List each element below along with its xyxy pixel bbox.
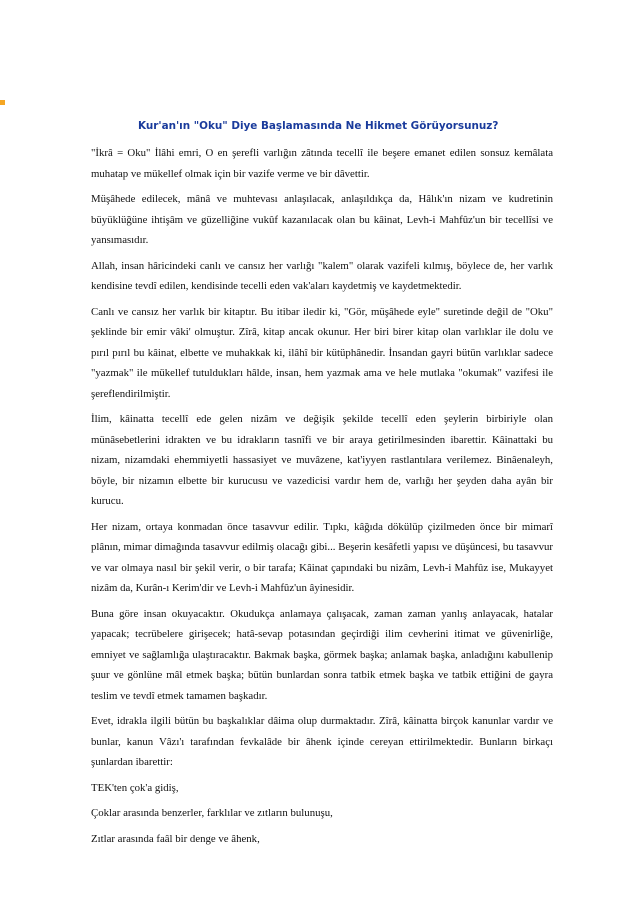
paragraph-ikra: "İkrâ = Oku" İlâhi emri, O en şerefli varlığın zâtında tecellî ile beşere emanet edilen sonsuz kemâlata muhatap ve mükellef olmak için bir vazife verme ve bir dâvettir. bbox=[91, 147, 553, 180]
paragraph-kitap: Canlı ve cansız her varlık bir kitaptır. Bu itibar iledir ki, "Gör, müşâhede eyle" suretinde değil de "Oku" şeklinde bir emir vâki' olmuştur. Zîrâ, kitap ancak okunur. Her biri birer kitap olan varlıklar ile dolu ve pırıl pırıl bu kâinat, elbette ve muhakkak ki, ilâhî bir kütüphânedir. İnsandan gayri bütün varlıklar sadece "yazmak" ile mükellef tutuldukları hâlde, insan, hem yazmak ama ve hele mutlaka "okumak" vazifesi ile şereflendirilmiştir. bbox=[91, 305, 553, 400]
paragraph-nizam: Her nizam, ortaya konmadan önce tasavvur edilir. Tıpkı, kâğıda dökülüp çizilmeden önce bir mimarî plânın, mimar dimağında tasavvur edilmiş olacağı gibi... Beşerin kesâfetli yapısı ve düşüncesi, bu tasavvur ve var olmaya nasıl bir şekil verir, o bir tarafa; Kâinat çapındaki bu nizâm, Levh-i Mahfûz ise, Mukayyet nizâm da, Kurân-ı Kerim'dir ve Levh-i Mahfûz'un âyinesidir. bbox=[91, 520, 553, 594]
paragraph-coklar: Çoklar arasında benzerler, farklılar ve zıtların bulunuşu, bbox=[91, 807, 333, 819]
paragraph-tekten-coka: TEK'ten çok'a gidiş, bbox=[91, 781, 179, 794]
paragraph-musahede: Müşâhede edilecek, mânâ ve muhtevası anlaşılacak, anlaşıldıkça da, Hâlık'ın nizam ve kudretinin büyüklüğüne ihtişâm ve güzelliğine vukûf kazanılacak olan bu kâinat, Levh-i Mahfûz'un bir tecellîsi ve yansımasıdır. bbox=[91, 193, 553, 246]
document-page bbox=[91, 116, 553, 854]
paragraph-ilim: İlim, kâinatta tecellî ede gelen nizâm ve değişik şekilde tecellî eden şeylerin birbiriyle olan münâsebetlerini idrakten ve bu idrakların tasnîfi ve bir araya getirilmesinden ibarettir. Kâinattaki bu nizam, nizamdaki ehemmiyetli hassasiyet ve muvâzene, kat'iyyen rastlantılara verilemez. Binâenaleyh, böyle, bir nizamın elbette bir kurucusu ve vazedicisi vardır hem de, varlığı her şeyden daha ayân bir kurucu. bbox=[91, 413, 553, 507]
paragraph-zitlar: Zıtlar arasında faâl bir denge ve âhenk, bbox=[91, 832, 260, 845]
page-corner-marker bbox=[0, 100, 5, 105]
paragraph-kalem: Allah, insan hâricindeki canlı ve cansız her varlığı "kalem" olarak vazifeli kılmış, böylece de, her varlık kendisine tevdî edilen, kendisinde tecelli eden vak'aları kaydetmiş ve kaydetmektedir. bbox=[91, 259, 553, 292]
paragraph-okumak: Buna göre insan okuyacaktır. Okudukça anlamaya çalışacak, zaman zaman yanlış anlayacak, hatalar yapacak; tecrübelere girişecek; hatâ-sevap potasından geçirdiği ilim cevherini itimat ve güvenirliğe, emniyet ve sağlamlığa ulaştıracaktır. Bakmak başka, görmek başka; anlamak başka, anladığını kabullenip şuur ve gönlüne mâl etmek başka; bütün bunlardan sonra tatbik etmek başka ve tatbik ettiğini de gayra teslim ve tevdî etmek tamamen başkadır. bbox=[91, 607, 553, 702]
document-title: Kur'an'ın "Oku" Diye Başlamasında Ne Hikmet Görüyorsunuz? bbox=[138, 120, 499, 132]
paragraph-kanunlar: Evet, idrakla ilgili bütün bu başkalıklar dâima olup durmaktadır. Zîrâ, kâinatta birçok kanunlar vardır ve bunlar, kanun Vâzı'ı tarafından fevkalâde bir âhenk içinde cereyan ettirilmektedir. Bunların birkaçı şunlardan ibarettir: bbox=[91, 715, 553, 768]
